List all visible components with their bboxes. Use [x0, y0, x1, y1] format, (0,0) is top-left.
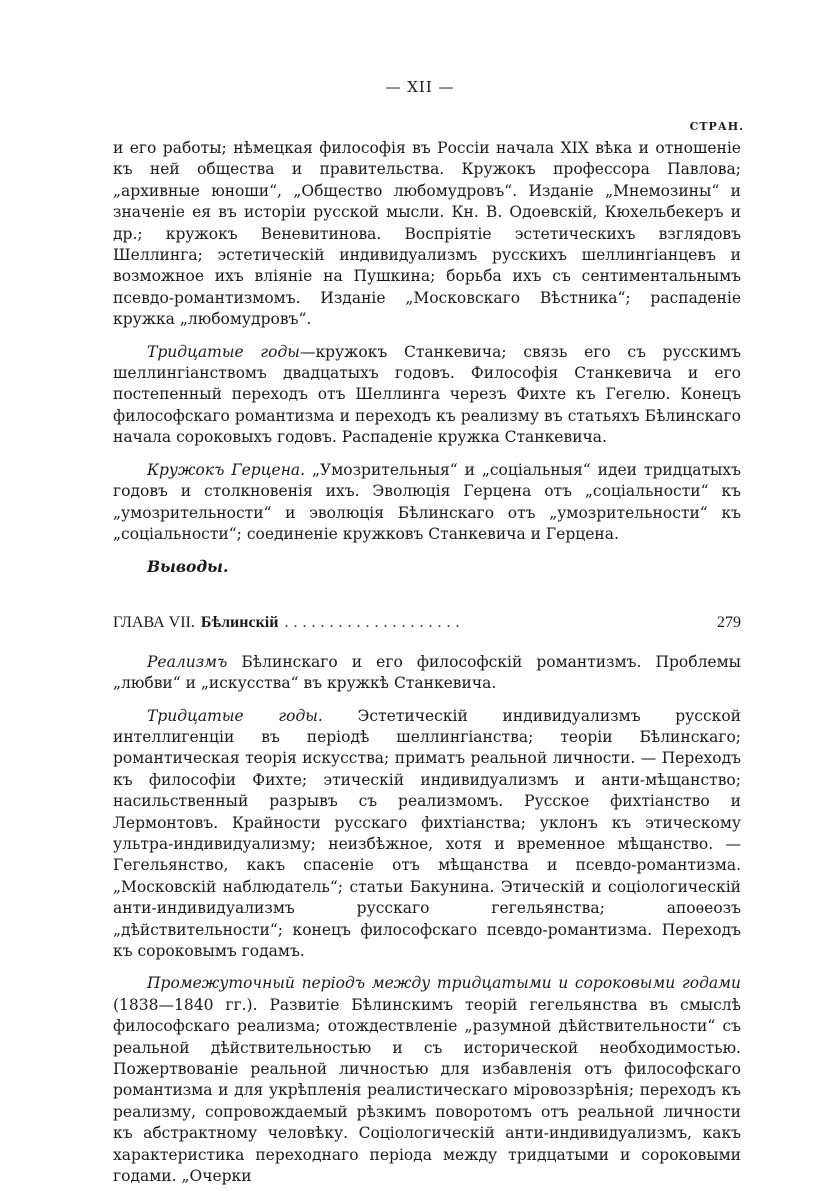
paragraph-intermediate-period — [113, 973, 741, 1187]
paragraph-continuation: и его работы; нѣмецкая философія въ Россіи начала XIX вѣка и отношеніе къ ней общества и правительства. Кружокъ профессора Павлова; „архивные юноши“, „Общество любомудровъ“. Изданіе „Мнемозины“ и значеніе ея въ исторіи русской мысли. Кн. В. Одоевскій, Кюхельбекеръ и др.; кружокъ Веневитинова. Воспріятіе эстетическихъ взглядовъ Шеллинга; эстетическій индивидуализмъ русскихъ шеллингіанцевъ и возможное ихъ вліяніе на Пушкина; борьба ихъ съ сентиментальнымъ псевдо-романтизмомъ. Изданіе „Московскаго Вѣстника“; распаденіе кружка „любомудровъ“. — [113, 139, 741, 329]
conclusions-label: Выводы. — [147, 557, 229, 577]
toc-chapter-title: Бѣлинскій — [200, 613, 279, 631]
paragraph-lead: Промежуточный періодъ между тридцатыми и сороковыми годами — [147, 974, 741, 993]
page-body — [113, 138, 741, 1187]
toc-page-number: 279 — [717, 613, 741, 631]
toc-dot-leader: .................... — [284, 613, 465, 631]
paragraph-text: Эстетическій индивидуализмъ русской интеллигенціи въ періодѣ шеллингіанства; теоріи Бѣлинскаго; романтическая теорія искусства; приматъ реальной личности. — Переходъ къ философіи Фихте; этическій индивидуализмъ и анти-мѣщанство; насильственный разрывъ съ реализмомъ. Русское фихтіанство и Лермонтовъ. Крайности русскаго фихтіанства; уклонъ къ этическому ультра-индивидуализму; неизбѣжное, хотя и временное мѣщанство. — Гегельянство, какъ спасеніе отъ мѣщанства и псевдо-романтизма. „Московскій наблюдатель“; статьи Бакунина. Этическій и соціологическій анти-индивидуализмъ русскаго гегельянства; апоѳеозъ „дѣйствительности“; конецъ философскаго псевдо-романтизма. Переходъ къ сороковымъ годамъ. — [113, 706, 741, 960]
paragraph-lead: Кружокъ Герцена. — [147, 460, 306, 479]
paragraph-text: (1838—1840 гг.). Развитіе Бѣлинскимъ теорій гегельянства въ смыслѣ философскаго реализма; отождествленіе „разумной дѣйствительности“ съ реальной дѣйствительностью и съ исторической необходимостью. Пожертвованіе реальной личностью для избавленія отъ философскаго романтизма и для укрѣпленія реалистическаго міровоззрѣнія; переходъ къ реализму, сопровождаемый рѣзкимъ поворотомъ отъ реальной личности къ абстрактному человѣку. Соціологическій анти-индивидуализмъ, какъ характеристика переходнаго періода между тридцатыми и сороковыми годами. „Очерки — [113, 995, 741, 1186]
page-column-label: СТРАН. — [689, 120, 744, 133]
paragraph-thirties-belinsky — [113, 706, 741, 963]
running-head: — XII — — [385, 78, 455, 96]
paragraph-herzen-circle — [113, 460, 741, 546]
paragraph-lead: Тридцатые годы. — [147, 706, 323, 725]
paragraph-text: Бѣлинскаго и его философскій романтизмъ. Проблемы „любви“ и „искусства“ въ кружкѣ Станкевича. — [113, 652, 741, 693]
paragraph-text: „Умозрительныя“ и „соціальныя“ идеи тридцатыхъ годовъ и столкновенія ихъ. Эволюція Герцена отъ „соціальности“ къ „умозрительности“ и эволюція Бѣлинскаго отъ „умозрительности“ къ „соціальности“; соединеніе кружковъ Станкевича и Герцена. — [113, 460, 741, 543]
paragraph-text: —кружокъ Станкевича; связь его съ русскимъ шеллингіанствомъ двадцатыхъ годовъ. Философія Станкевича и его постепенный переходъ отъ Шеллинга черезъ Фихте къ Гегелю. Конецъ философскаго романтизма и переходъ къ реализму въ статьяхъ Бѣлинскаго начала сороковыхъ годовъ. Распаденіе кружка Станкевича. — [113, 342, 741, 447]
toc-chapter-number: ГЛАВА VII. — [113, 613, 195, 631]
toc-entry-chapter-7[interactable] — [113, 614, 741, 632]
paragraph-thirties — [113, 342, 741, 449]
paragraph-lead: Реализмъ — [147, 652, 228, 671]
paragraph-lead: Тридцатые годы — [147, 342, 300, 361]
paragraph-conclusions — [113, 556, 741, 578]
paragraph-realism — [113, 652, 741, 695]
